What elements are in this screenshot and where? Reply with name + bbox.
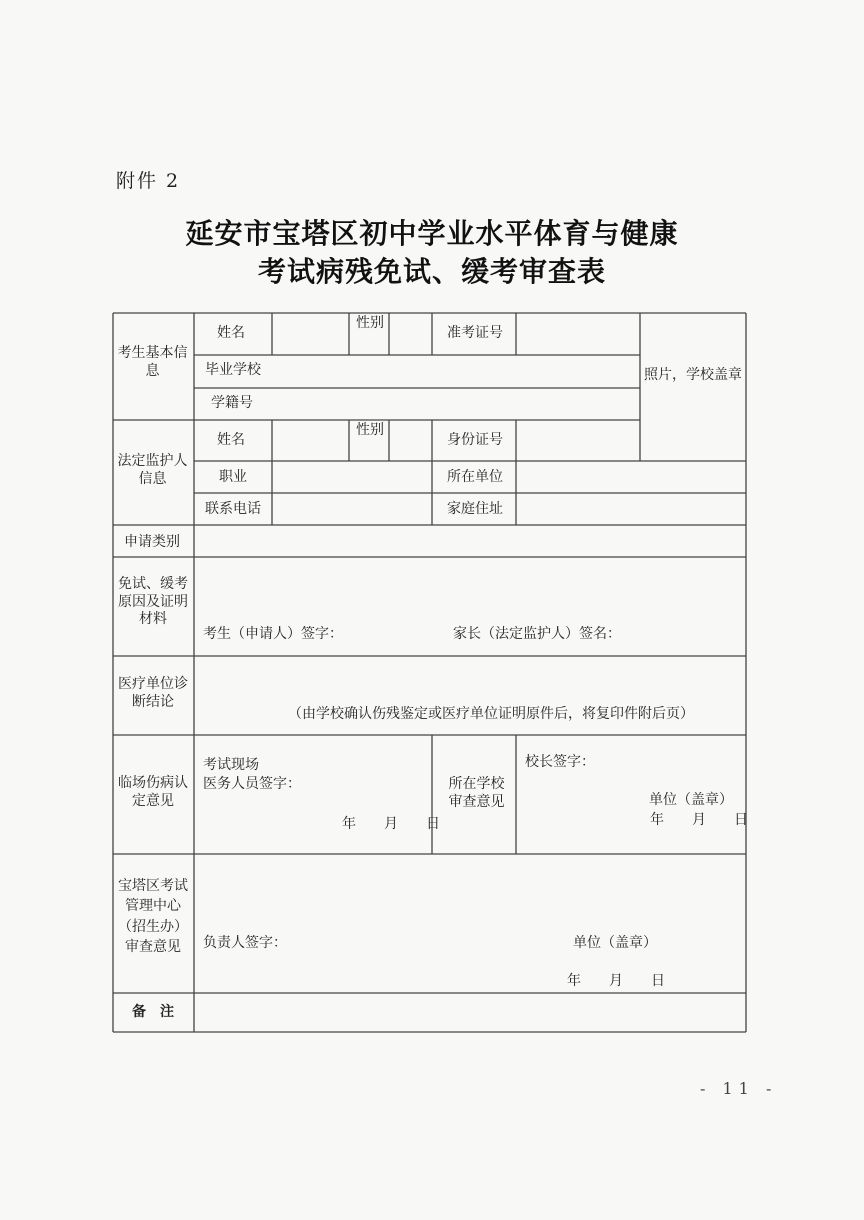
label-student-info: 考生基本信息 [117,345,188,379]
label-guardian-info: 法定监护人信息 [117,453,188,487]
center-date: 年 月 日 [567,973,665,989]
label-reason: 免试、缓考原因及证明材料 [118,576,188,627]
form-title-line1: 延安市宝塔区初中学业水平体育与健康 [185,217,679,250]
form-title-line2: 考试病残免试、缓考审查表 [257,255,606,288]
form-table-grid [113,313,746,1032]
onsite-staff-line1: 考试现场 [203,757,259,773]
medical-note: （由学校确认伤残鉴定或医疗单位证明原件后，将复印件附后页） [288,706,694,722]
label-remark: 备 注 [132,1004,174,1020]
label-apply-type: 申请类别 [124,534,180,550]
parent-sign-label: 家长（法定监护人）签名： [453,626,621,642]
label-gender: 性别 [356,315,384,331]
onsite-date: 年 月 日 [342,816,440,832]
label-phone: 联系电话 [205,501,261,517]
school-unit-seal: 单位（盖章） [649,792,733,808]
school-date: 年 月 日 [650,812,748,828]
page-number: - 11 - [700,1079,778,1098]
label-medical: 医疗单位诊断结论 [118,676,188,710]
label-onsite: 临场伤病认定意见 [118,775,188,809]
label-id-no: 身份证号 [447,432,503,448]
label-guardian-gender: 性别 [356,422,384,438]
label-grad-school: 毕业学校 [205,362,261,378]
label-exam-no: 准考证号 [447,325,503,341]
label-name: 姓名 [217,325,245,341]
center-unit-seal: 单位（盖章） [573,935,657,951]
label-center: 宝塔区考试管理中心（招生办）审查意见 [118,878,188,955]
label-photo: 照片，学校盖章 [644,367,742,383]
leader-sign-label: 负责人签字： [203,935,287,951]
label-address: 家庭住址 [447,501,503,517]
label-workplace: 所在单位 [447,469,503,485]
label-school-opinion: 所在学校审查意见 [448,776,505,810]
label-guardian-name: 姓名 [217,432,245,448]
onsite-staff-line2: 医务人员签字： [203,776,301,792]
label-job: 职业 [219,469,247,485]
label-student-id: 学籍号 [211,395,253,411]
principal-sign-label: 校长签字： [525,754,595,770]
attachment-label: 附件 2 [116,170,181,192]
student-sign-label: 考生（申请人）签字： [203,626,343,642]
